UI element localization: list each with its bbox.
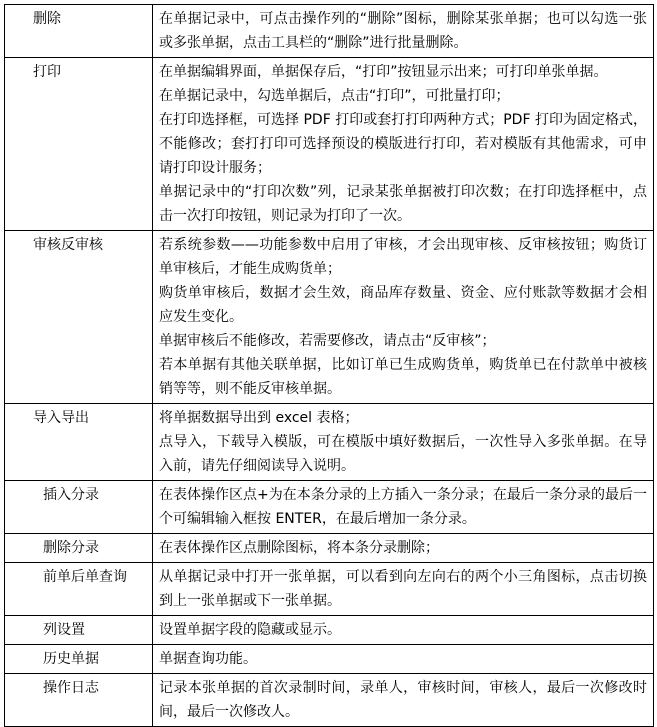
description-cell: [153, 674, 654, 727]
description-line: 单据记录中的“打印次数”列，记录某张单据被打印次数；在打印选择框中，点击一次打印按钮，则记录为打印了一次。: [159, 184, 647, 224]
description-line: 在表体操作区点+为在本条分录的上方插入一条分录；在最后一条分录的最后一个可编辑输入框按 ENTER，在最后增加一条分录。: [159, 487, 647, 527]
description-line: 在打印选择框，可选择 PDF 打印或套打打印两种方式；PDF 打印为固定格式，不能修改；套打打印可选择预设的模版进行打印，若对模版有其他需求，可申请打印设计服务；: [159, 112, 647, 176]
table-row: [5, 481, 654, 534]
term-cell: 打印: [5, 58, 153, 231]
description-line: 在表体操作区点删除图标，将本条分录删除；: [159, 540, 439, 556]
table-row: [5, 616, 654, 645]
description-line: 在单据记录中，可点击操作列的“删除”图标，删除某张单据；也可以勾选一张或多张单据，点击工具栏的“删除”进行批量删除。: [159, 11, 647, 51]
description-cell: [153, 616, 654, 645]
term-cell: 列设置: [5, 616, 153, 645]
table-row: [5, 674, 654, 727]
description-line: 在单据编辑界面，单据保存后，“打印”按钮显示出来；可打印单张单据。: [159, 64, 608, 80]
description-cell: [153, 404, 654, 481]
description-cell: [153, 645, 654, 674]
description-line: 设置单据字段的隐藏或显示。: [159, 622, 341, 638]
description-line: 若本单据有其他关联单据，比如订单已生成购货单，购货单已在付款单中被核销等等，则不能反审核单据。: [159, 357, 647, 397]
description-line: 单据查询功能。: [159, 651, 257, 667]
description-line: 单据审核后不能修改，若需要修改，请点击“反审核”；: [159, 333, 496, 349]
table-row: [5, 534, 654, 563]
table-row: [5, 5, 654, 58]
description-cell: [153, 534, 654, 563]
description-line: 若系统参数——功能参数中启用了审核，才会出现审核、反审核按钮；购货订单审核后，才能生成购货单；: [159, 237, 647, 277]
term-cell: 操作日志: [5, 674, 153, 727]
description-line: 记录本张单据的首次录制时间，录单人，审核时间，审核人，最后一次修改时间，最后一次修改人。: [159, 680, 647, 720]
term-cell: 导入导出: [5, 404, 153, 481]
table-row: [5, 404, 654, 481]
description-cell: [153, 58, 654, 231]
description-line: 将单据数据导出到 excel 表格；: [159, 410, 359, 426]
description-cell: [153, 563, 654, 616]
description-cell: [153, 5, 654, 58]
term-cell: 前单后单查询: [5, 563, 153, 616]
description-cell: [153, 481, 654, 534]
table-row: [5, 645, 654, 674]
term-cell: 插入分录: [5, 481, 153, 534]
description-line: 购货单审核后，数据才会生效，商品库存数量、资金、应付账款等数据才会相应发生变化。: [159, 285, 647, 325]
description-line: 在单据记录中，勾选单据后，点击“打印”，可批量打印；: [159, 88, 510, 104]
table-row: [5, 563, 654, 616]
table-row: [5, 58, 654, 231]
table-row: [5, 231, 654, 404]
description-cell: [153, 231, 654, 404]
term-cell: 历史单据: [5, 645, 153, 674]
term-cell: 审核反审核: [5, 231, 153, 404]
feature-description-table: [4, 4, 654, 727]
term-cell: 删除分录: [5, 534, 153, 563]
description-line: 从单据记录中打开一张单据，可以看到向左向右的两个小三角图标，点击切换到上一张单据或下一张单据。: [159, 569, 647, 609]
term-cell: 删除: [5, 5, 153, 58]
description-line: 点导入，下载导入模版，可在模版中填好数据后，一次性导入多张单据。在导入前，请先仔细阅读导入说明。: [159, 434, 647, 474]
